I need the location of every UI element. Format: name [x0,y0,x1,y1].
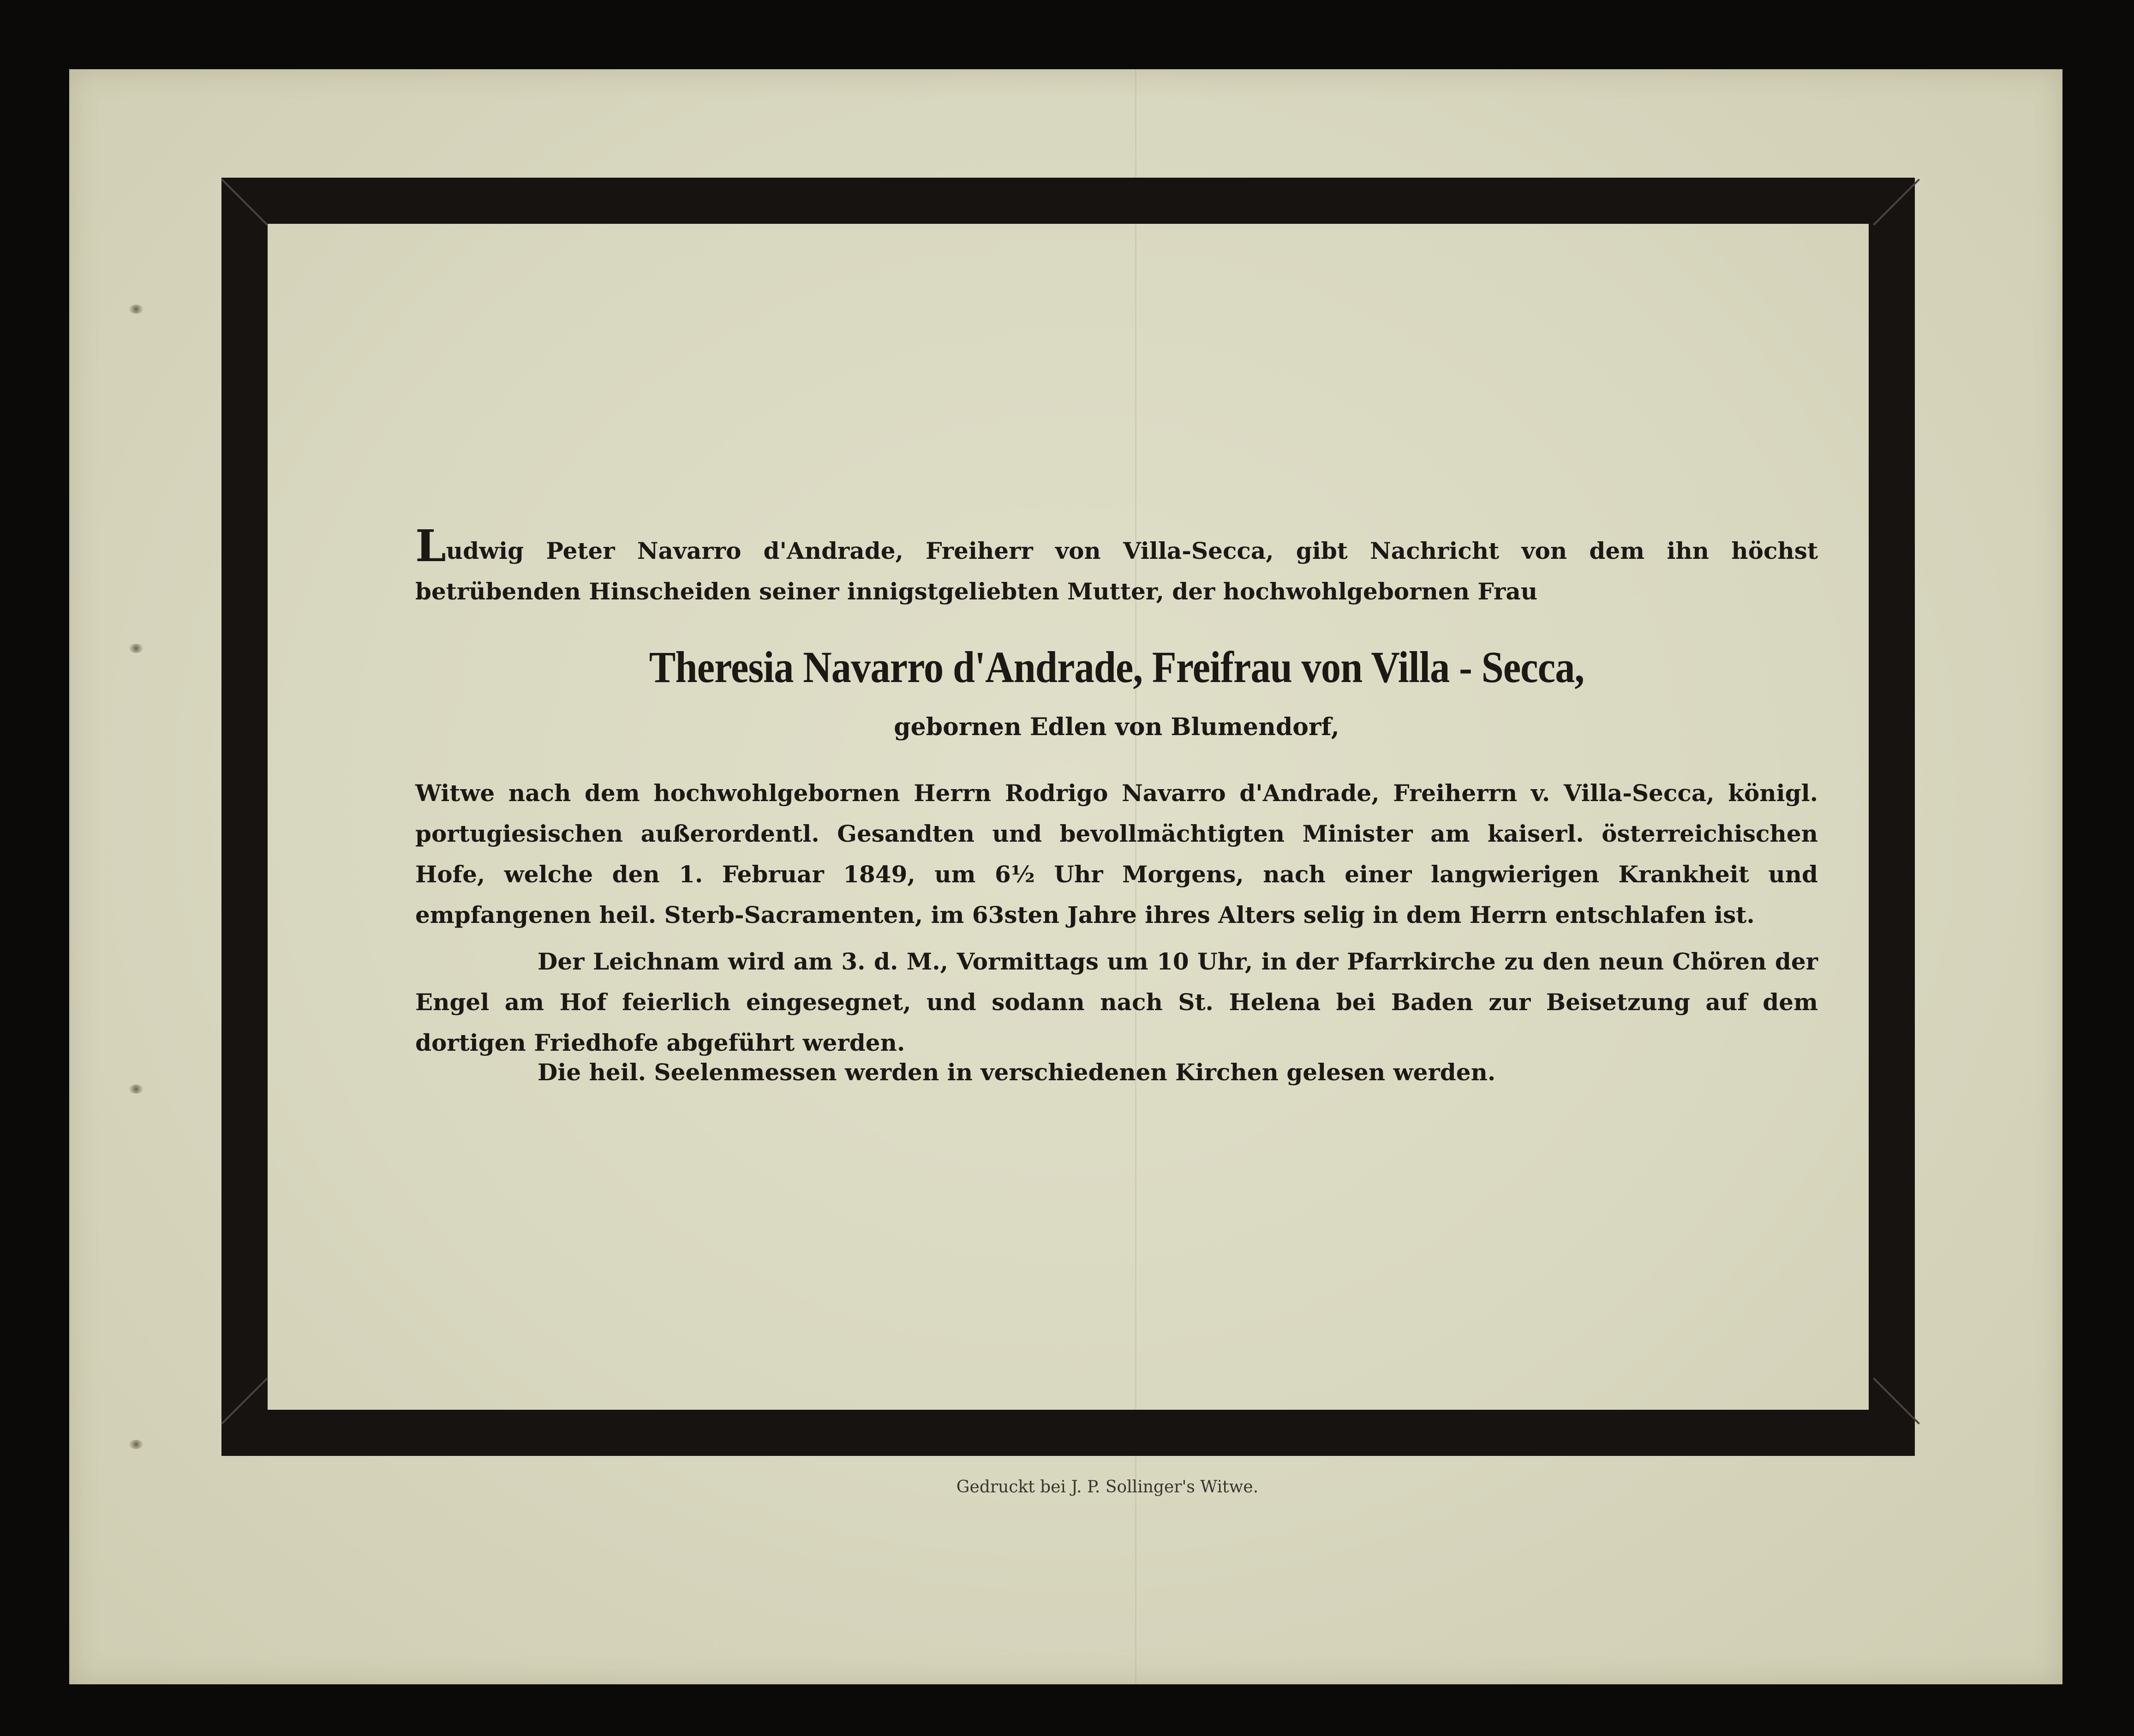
birth-name: gebornen Edlen von Blumendorf, [894,713,1339,741]
binding-hole [129,1440,143,1449]
funeral-paragraph: Der Leichnam wird am 3. d. M., Vormittags um 10 Uhr, in der Pfarrkirche zu den neun Chören der Engel am Hof feierlich eingesegnet, und sodann nach St. Helena bei Baden zur Beisetzung auf dem dortigen Friedhofe abgeführt werden. [415,948,1818,1056]
binding-hole [129,1084,143,1094]
deceased-name: Theresia Navarro d'Andrade, Freifrau von Villa - Secca, [649,642,1584,692]
binding-hole [129,644,143,653]
masses-paragraph: Die heil. Seelenmessen werden in verschiedenen Kirchen gelesen werden. [538,1059,1496,1086]
intro-text: udwig Peter Navarro d'Andrade, Freiherr von Villa-Secca, gibt Nachricht von dem ihn höchst betrübenden Hinscheiden seiner innigstgeliebten Mutter, der hochwohlgebornen Frau [415,537,1818,605]
intro-paragraph [415,521,1818,612]
details-paragraph: Witwe nach dem hochwohlgebornen Herrn Rodrigo Navarro d'Andrade, Freiherrn v. Villa-Secca, königl. portugiesischen außerordentl. Gesandten und bevollmächtigten Minister am kaiserl. österreichischen Hofe, welche den 1. Februar 1849, um 6½ Uhr Morgens, nach einer langwierigen Krankheit und empfangenen heil. Sterb-Sacramenten, im 63sten Jahre ihres Alters selig in dem Herrn entschlafen ist. [415,779,1818,928]
printer-imprint: Gedruckt bei J. P. Sollinger's Witwe. [956,1478,1259,1497]
drop-initial: L [415,521,446,572]
binding-hole [129,305,143,314]
notice-sheet [69,69,2062,1684]
